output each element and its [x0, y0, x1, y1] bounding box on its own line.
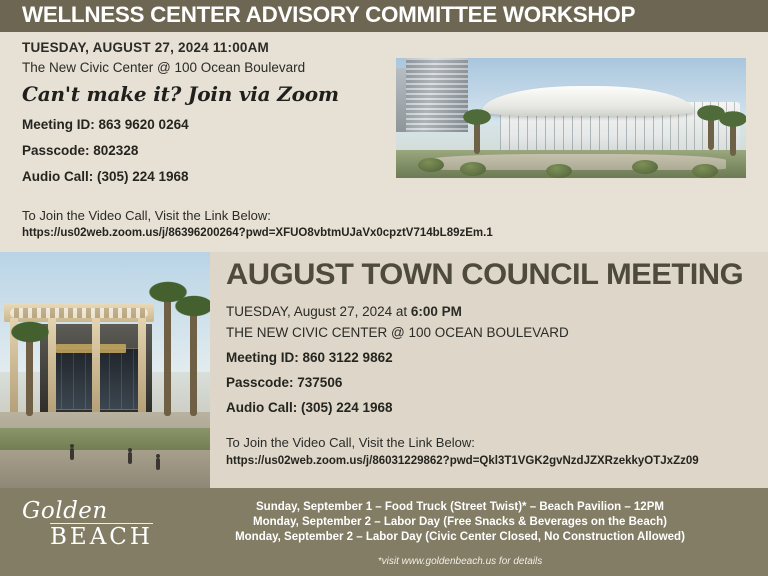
- town-council-details: [226, 258, 756, 467]
- event-item: Monday, September 2 – Labor Day (Civic Center Closed, No Construction Allowed): [235, 531, 685, 543]
- workshop-audio-call: Audio Call: (305) 224 1968: [22, 169, 189, 184]
- civic-center-rendering-image: [396, 58, 746, 178]
- exterior-person: [156, 458, 160, 470]
- exterior-palm-tree: [190, 310, 197, 416]
- rendering-shrub: [546, 164, 572, 178]
- workshop-section: [0, 0, 768, 252]
- workshop-passcode: Passcode: 802328: [22, 143, 139, 158]
- town-council-venue: THE NEW CIVIC CENTER @ 100 OCEAN BOULEVARD: [226, 325, 569, 340]
- logo-beach-text: BEACH: [50, 524, 153, 550]
- workshop-time: 11:00AM: [212, 40, 270, 55]
- town-council-date: August 27, 2024 at: [293, 304, 411, 319]
- rendering-shrub: [418, 158, 444, 172]
- workshop-venue: The New Civic Center @ 100 Ocean Boulevard: [22, 60, 306, 75]
- exterior-column: [92, 318, 100, 414]
- upcoming-events-list: [160, 500, 760, 545]
- town-council-join-label: To Join the Video Call, Visit the Link Below:: [226, 435, 475, 450]
- workshop-join-url[interactable]: https://us02web.zoom.us/j/86396200264?pwd=XFUO8vbtmUJaVx0cpztV714bL89zEm.1: [22, 227, 493, 239]
- rendering-shrub: [632, 160, 658, 174]
- logo-golden-text: Golden: [22, 498, 108, 524]
- town-council-join-url[interactable]: https://us02web.zoom.us/j/86031229862?pwd=Qkl3T1VGK2gvNzdJZXRzekkyOTJxZz09: [226, 455, 699, 467]
- town-council-meeting-id: Meeting ID: 860 3122 9862: [226, 350, 393, 365]
- exterior-palm-tree: [26, 336, 33, 416]
- town-council-time: 6:00 PM: [410, 304, 462, 319]
- exterior-person: [70, 448, 74, 460]
- town-council-audio-call: Audio Call: (305) 224 1968: [226, 400, 393, 415]
- workshop-date: TUESDAY, AUGUST 27, 2024: [22, 40, 213, 55]
- workshop-join-label: To Join the Video Call, Visit the Link Below:: [22, 208, 271, 223]
- civic-center-exterior-image: [0, 252, 210, 488]
- exterior-column: [138, 318, 146, 414]
- workshop-date-line: [22, 40, 402, 55]
- workshop-meeting-id: Meeting ID: 863 9620 0264: [22, 117, 189, 132]
- exterior-signage: [56, 344, 126, 353]
- event-item: Monday, September 2 – Labor Day (Free Snacks & Beverages on the Beach): [253, 516, 667, 528]
- exterior-grass: [0, 428, 210, 450]
- exterior-palm-tree: [164, 296, 171, 416]
- rendering-shrub: [692, 164, 718, 178]
- event-item: Sunday, September 1 – Food Truck (Street Twist)* – Beach Pavilion – 12PM: [256, 501, 664, 513]
- page-title: WELLNESS CENTER ADVISORY COMMITTEE WORKSHOP: [22, 2, 636, 27]
- workshop-details: [22, 40, 402, 184]
- workshop-zoom-tagline: Can't make it? Join via Zoom: [22, 82, 339, 106]
- rendering-palm-tree: [708, 116, 714, 150]
- footer-bar: [0, 488, 768, 576]
- town-council-passcode: Passcode: 737506: [226, 375, 343, 390]
- town-council-date-line: [226, 304, 756, 319]
- rendering-shrub: [460, 162, 486, 176]
- workshop-title-bar: [0, 0, 768, 32]
- exterior-person: [128, 452, 132, 464]
- town-council-section: [0, 252, 768, 488]
- rendering-palm-tree: [474, 120, 480, 154]
- town-council-title: AUGUST TOWN COUNCIL MEETING: [226, 258, 744, 291]
- exterior-ground: [0, 412, 210, 488]
- rendering-palm-tree: [730, 122, 736, 156]
- golden-beach-logo: [22, 500, 172, 550]
- rendering-tower: [406, 58, 468, 132]
- town-council-day: TUESDAY,: [226, 304, 294, 319]
- footer-footnote: *visit www.goldenbeach.us for details: [377, 556, 543, 567]
